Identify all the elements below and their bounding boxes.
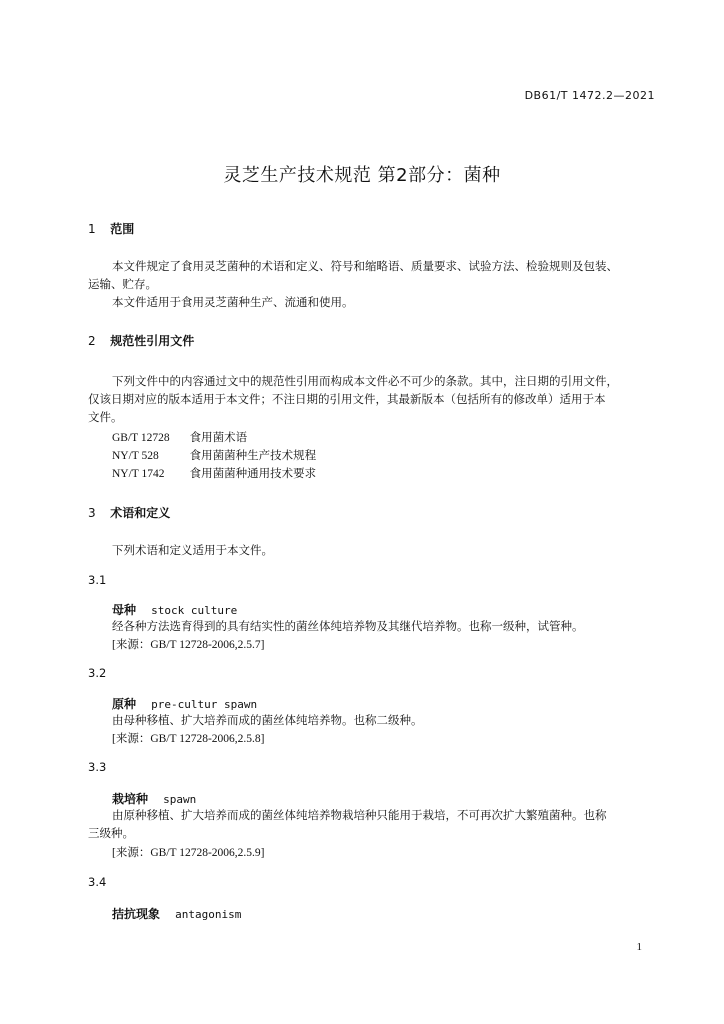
term-definition: 由母种移植、扩大培养而成的菌丝体纯培养物。也称二级种。 [112, 713, 423, 727]
clause-number: 3.1 [88, 573, 107, 587]
sec1-paragraph-2: 本文件适用于食用灵芝菌种生产、流通和使用。 [112, 295, 354, 309]
term-definition-line-2: 三级种。 [88, 826, 134, 840]
document-code: DB61/T 1472.2—2021 [524, 89, 655, 102]
reference-item [112, 464, 316, 484]
section-number: 2 [88, 334, 96, 348]
term-source: [来源：GB/T 12728-2006,2.5.8] [112, 733, 265, 745]
section-1-heading [88, 220, 134, 237]
reference-title: 食用菌术语 [189, 430, 248, 444]
reference-code: NY/T 528 [112, 450, 159, 462]
reference-item [112, 446, 316, 466]
reference-code: NY/T 1742 [112, 468, 165, 480]
term-chinese: 拮抗现象 [112, 907, 161, 921]
section-number: 1 [88, 222, 96, 236]
term-heading [112, 788, 196, 807]
clause-number: 3.3 [88, 760, 107, 774]
reference-title: 食用菌菌种通用技术要求 [189, 466, 317, 480]
section-title: 术语和定义 [110, 506, 171, 520]
section-title: 规范性引用文件 [110, 334, 195, 348]
section-number: 3 [88, 506, 96, 520]
reference-code: GB/T 12728 [112, 432, 170, 444]
term-heading [112, 599, 237, 618]
sec2-paragraph-line-2: 仅该日期对应的版本适用于本文件；不注日期的引用文件，其最新版本（包括所有的修改单）适用于本 [88, 392, 606, 406]
section-2-heading [88, 332, 194, 349]
document-title: 灵芝生产技术规范 第2部分：菌种 [223, 165, 501, 186]
sec3-intro: 下列术语和定义适用于本文件。 [112, 543, 273, 557]
clause-number: 3.2 [88, 666, 107, 680]
page-number: 1 [636, 941, 642, 953]
term-definition: 经各种方法选育得到的具有结实性的菌丝体纯培养物及其继代培养物。也称一级种，试管种。 [112, 619, 584, 633]
term-definition-line-1: 由原种移植、扩大培养而成的菌丝体纯培养物栽培种只能用于栽培，不可再次扩大繁殖菌种。也称 [112, 808, 607, 822]
reference-title: 食用菌菌种生产技术规程 [189, 448, 317, 462]
section-3-heading [88, 504, 170, 521]
term-chinese: 栽培种 [112, 792, 149, 806]
term-chinese: 原种 [112, 697, 137, 711]
sec2-paragraph-line-3: 文件。 [88, 410, 123, 424]
sec1-paragraph-1-line-1: 本文件规定了食用灵芝菌种的术语和定义、符号和缩略语、质量要求、试验方法、检验规则及包装、 [112, 259, 618, 273]
section-title: 范围 [110, 222, 135, 236]
reference-item [112, 428, 247, 448]
term-english: pre-cultur spawn [151, 698, 258, 711]
clause-number: 3.4 [88, 875, 107, 889]
term-english: stock culture [151, 604, 238, 617]
sec2-paragraph-line-1: 下列文件中的内容通过文中的规范性引用而构成本文件必不可少的条款。其中，注日期的引用文件， [112, 374, 618, 388]
term-english: spawn [163, 793, 197, 806]
term-source: [来源：GB/T 12728-2006,2.5.7] [112, 639, 265, 651]
term-english: antagonism [175, 908, 242, 921]
term-heading [112, 693, 257, 712]
term-heading [112, 903, 241, 922]
term-source: [来源：GB/T 12728-2006,2.5.9] [112, 847, 265, 859]
term-chinese: 母种 [112, 603, 137, 617]
sec1-paragraph-1-line-2: 运输、贮存。 [88, 277, 157, 291]
